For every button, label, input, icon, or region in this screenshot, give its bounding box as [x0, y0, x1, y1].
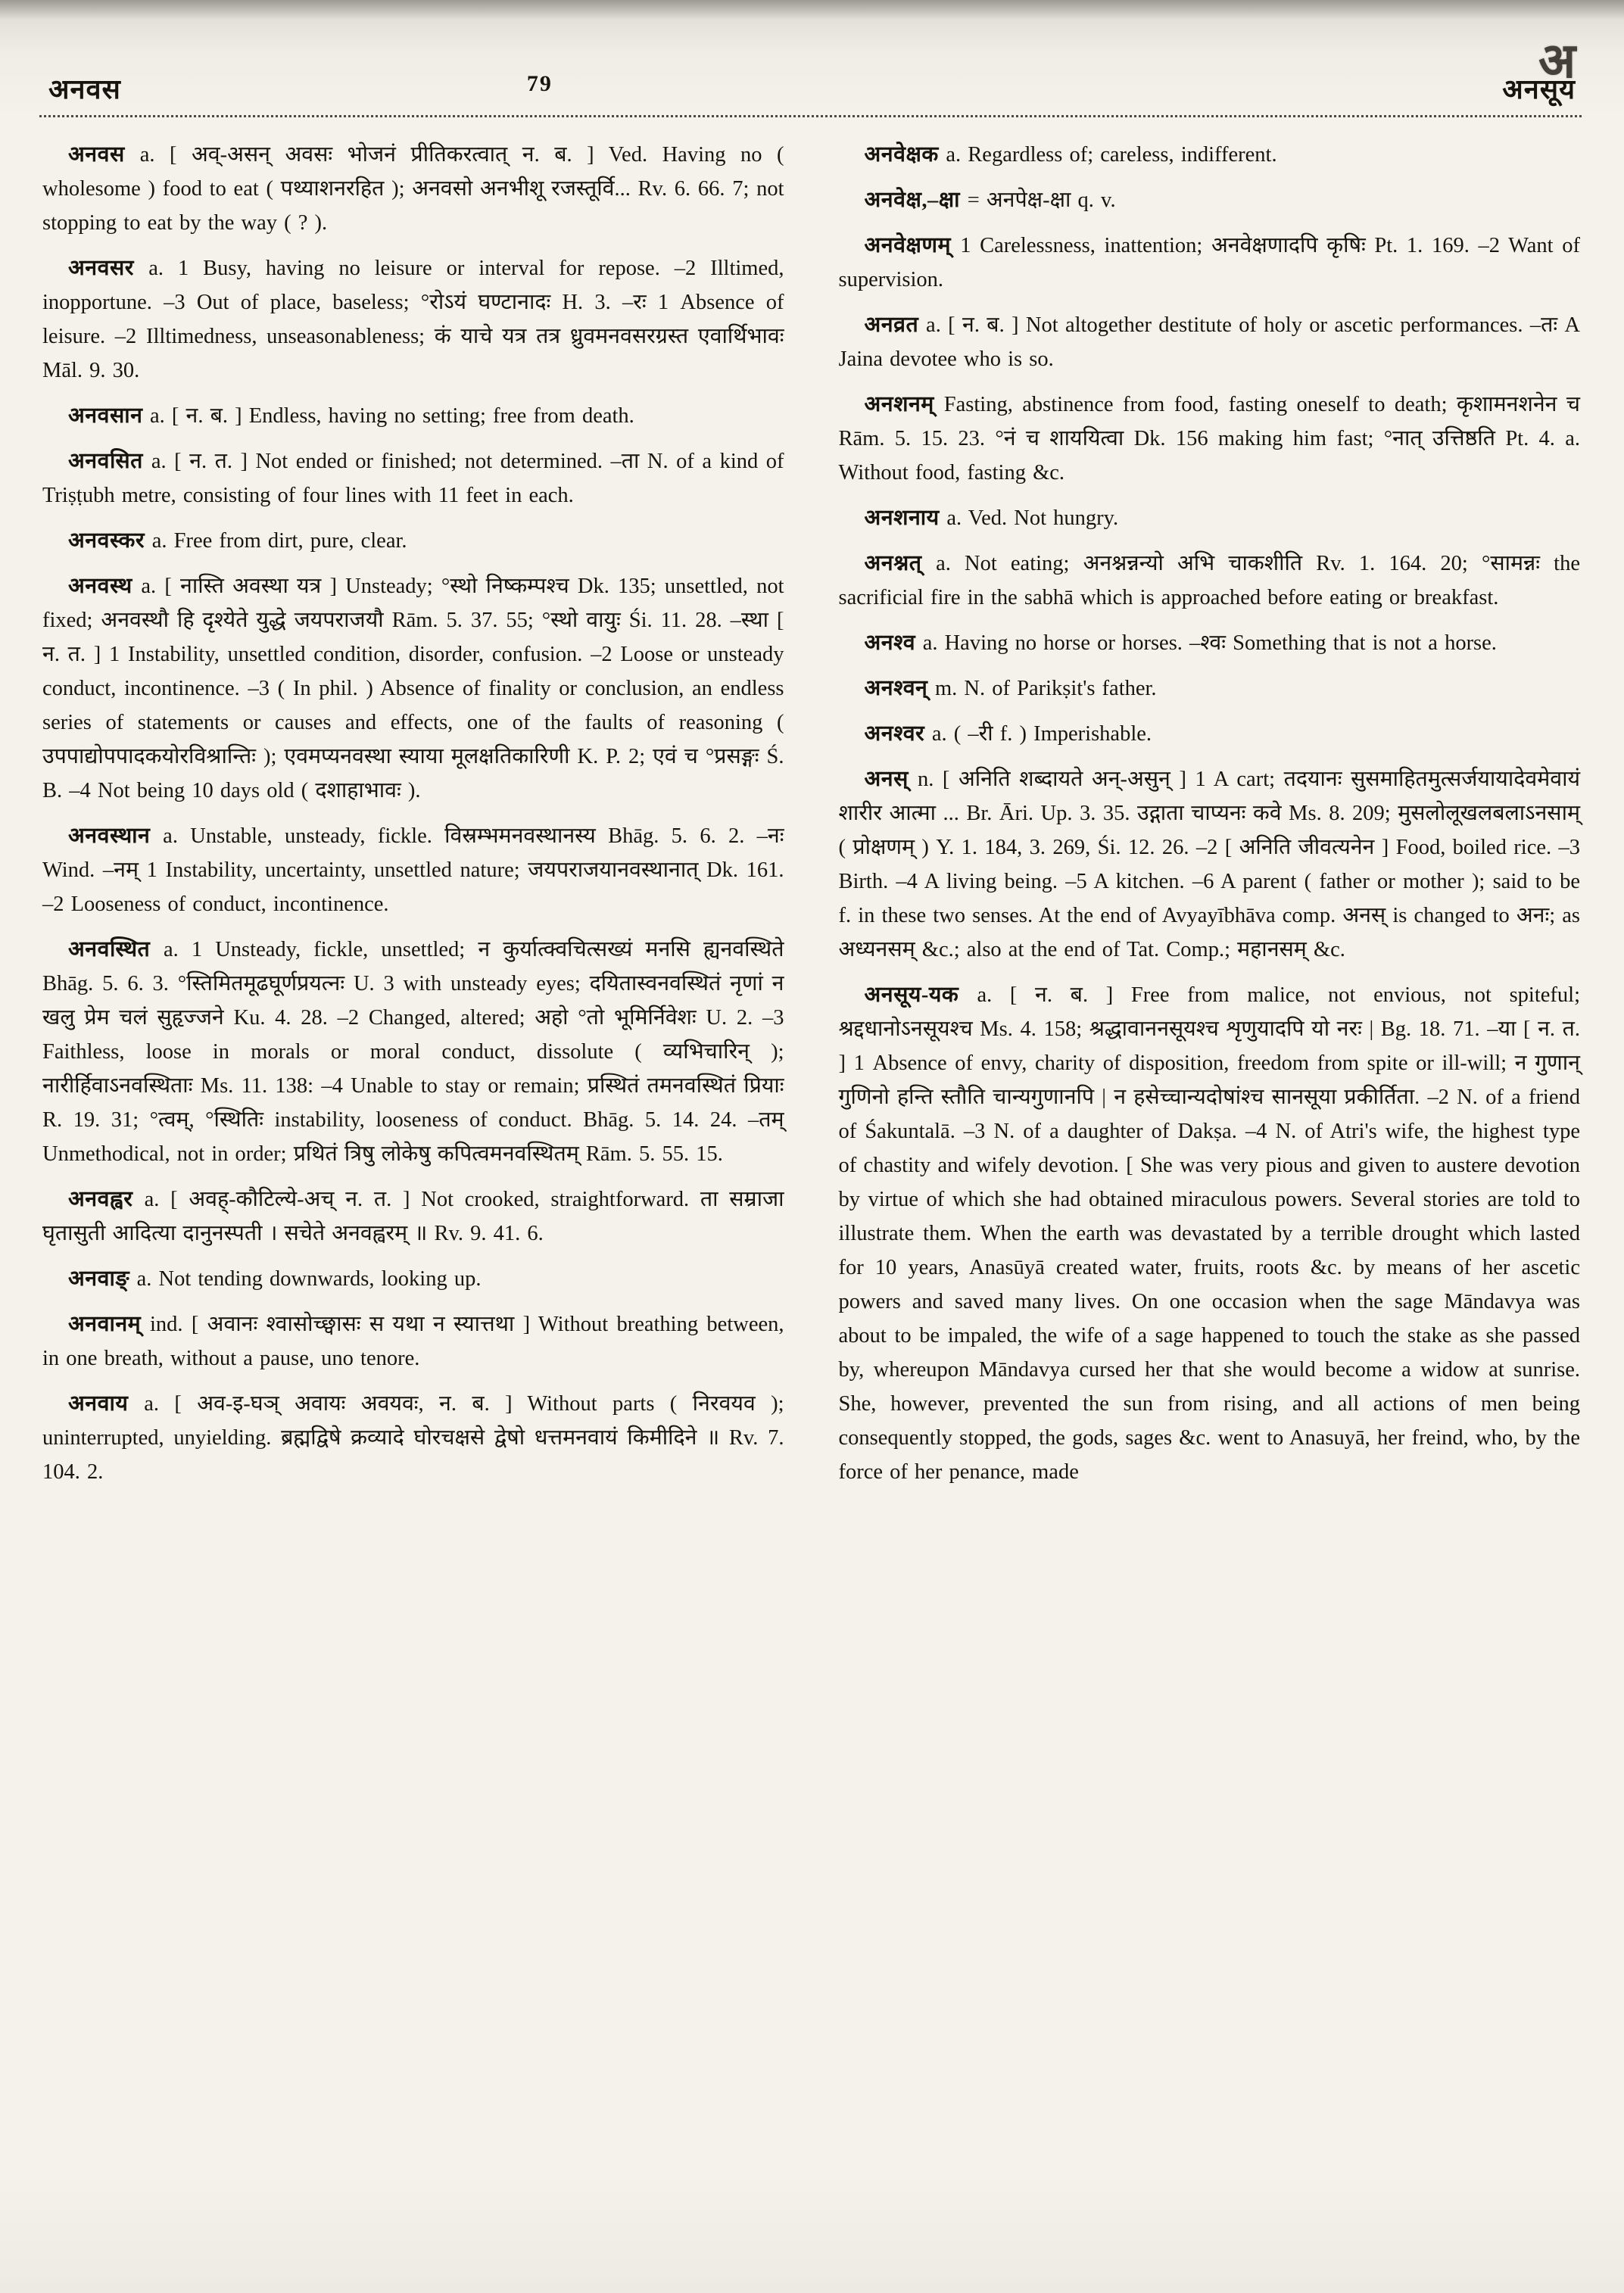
dictionary-entry: [42, 138, 784, 240]
header-right-guide-word: अनसूय: [1502, 74, 1576, 104]
entry-headword: अनस्: [864, 768, 918, 791]
entry-body: a. [ न. ब. ] Endless, having no setting; free from death.: [150, 404, 634, 428]
entry-body: a. Free from dirt, pure, clear.: [151, 529, 407, 553]
dictionary-entry: [839, 626, 1581, 660]
entry-body: a. [ न. ब. ] Free from malice, not envious, not spiteful; श्रद्दधानोऽनसूयश्च Ms. 4. 158; श्रद्धावाननसूयश्च शृणुयादपि यो नरः | Bg. 18. 71. –या [ न. त. ] 1 Absence of envy, charity of disposition, freedom from spite or ill-will; न गुणान् गुणिनो हन्ति स्तौति चान्यगुणानपि | न हसेच्चान्यदोषांश्च सानसूया प्रकीर्तिता. –2 N. of a friend of Śakuntalā. –3 N. of a daughter of Dakṣa. –4 N. of Atri's wife, the highest type of chastity and wifely devotion. [ She was very pious and given to austere devotion by virtue of which she had obtained miraculous powers. Several stories are told to illustrate them. When the earth was devastated by a terrible drought which lasted for 10 years, Anasūyā created water, fruits, roots &c. by means of her ascetic powers and saved many lives. On one occasion when the sage Māndavya was about to be impaled, the wife of a sage happened to touch the stake as she passed by, whereupon Māndavya cursed her that she would become a widow at sunrise. She, however, prevented the sun from rising, and all actions of men being consequently stopped, the gods, sages &c. went to Anasuyā, her freind, who, by the force of her penance, made: [838, 983, 1580, 1484]
entry-body: Fasting, abstinence from food, fasting oneself to death; कृशामनशनेन च Rām. 5. 15. 23. °नं च शाययित्वा Dk. 156 making him fast; °नात् उत्तिष्ठति Pt. 4. a. Without food, fasting &c.: [838, 393, 1580, 484]
entry-body: a. Ved. Not hungry.: [946, 506, 1119, 530]
dictionary-entry: [839, 308, 1581, 376]
dictionary-entry: [839, 717, 1581, 751]
entry-headword: अनश्व: [864, 631, 923, 655]
entry-body: a. Unstable, unsteady, fickle. विस्रम्भमनवस्थानस्य Bhāg. 5. 6. 2. –नः Wind. –नम् 1 Instability, uncertainty, unsettled nature; जयपराजयानवस्थानात् Dk. 161. –2 Looseness of conduct, incontinence.: [42, 824, 784, 916]
dictionary-entry: [839, 388, 1581, 490]
corner-section-letter: अ: [1538, 34, 1576, 88]
dictionary-entry: [42, 1307, 784, 1375]
dictionary-entry: [839, 671, 1581, 706]
entry-headword: अनवसान: [68, 404, 151, 428]
entry-body: a. [ न. त. ] Not ended or finished; not determined. –ता N. of a kind of Triṣṭubh metre, consisting of four lines with 11 feet in each.: [42, 450, 784, 507]
entry-headword: अनवाय: [68, 1392, 145, 1416]
entry-body: ind. [ अवानः श्वासोच्छ्वासः स यथा न स्यात्तथा ] Without breathing between, in one breath, without a pause, uno tenore.: [42, 1313, 784, 1370]
entry-headword: अनश्नत्: [864, 552, 937, 575]
dictionary-entry: [839, 138, 1581, 172]
dictionary-entry: [839, 501, 1581, 535]
page-number: 79: [526, 71, 553, 96]
dictionary-entry: [839, 229, 1581, 297]
entry-headword: अनवानम्: [68, 1313, 150, 1336]
dictionary-entry: [42, 569, 784, 808]
dictionary-entry: [839, 547, 1581, 615]
entry-headword: अनवाङ्: [68, 1267, 137, 1291]
entry-body: a. [ अव्-असन् अवसः भोजनं प्रीतिकरत्वात् न. ब. ] Ved. Having no ( wholesome ) food to eat ( पथ्याशनरहित ); अनवसो अनभीशू रजस्तूर्वि... Rv. 6. 66. 7; not stopping to eat by the way ( ? ).: [42, 143, 784, 235]
dictionary-entry: [839, 183, 1581, 217]
dictionary-entry: [42, 399, 784, 433]
header-divider-rule: [39, 115, 1582, 117]
entry-body: a. [ अवह्-कौटिल्ये-अच् न. त. ] Not crooked, straightforward. ता सम्राजा घृतासुती आदित्या दानुनस्पती । सचेते अनवह्वरम् ॥ Rv. 9. 41. 6.: [42, 1188, 784, 1245]
entry-headword: अनश्वर: [864, 722, 932, 746]
entry-body: m. N. of Parikṣit's father.: [935, 677, 1157, 700]
entry-body: a. Regardless of; careless, indifferent.: [946, 143, 1277, 167]
entry-body: a. [ अव-इ-घञ् अवायः अवयवः, न. ब. ] Without parts ( निरवयव ); uninterrupted, unyielding. ब्रह्मद्विषे क्रव्यादे घोरचक्षसे द्वेषो धत्तमनवायं किमीदिने ॥ Rv. 7. 104. 2.: [42, 1392, 784, 1484]
entry-body: n. [ अनिति शब्दायते अन्-असुन् ] 1 A cart; तदयानः सुसमाहितमुत्सर्जयायादेवमेवायं शारीर आत्मा ... Br. Āri. Up. 3. 35. उद्गाता चाप्यनः कवे Ms. 8. 209; मुसलोलूखलबलाऽनसाम् ( प्रोक्षणम् ) Y. 1. 184, 3. 269, Śi. 12. 26. –2 [ अनिति जीवत्यनेन ] Food, boiled rice. –3 Birth. –4 A living being. –5 A kitchen. –6 A parent ( father or mother ); said to be f. in these two senses. At the end of Avyayībhāva comp. अनस् is changed to अनः; as अध्यनसम् &c.; also at the end of Tat. Comp.; महानसम् &c.: [838, 768, 1580, 961]
entry-headword: अनवस्थ: [68, 575, 142, 598]
dictionary-entry: [42, 819, 784, 921]
entry-headword: अनवस: [68, 143, 140, 167]
dictionary-entry: [42, 1262, 784, 1296]
entry-body: 1 Carelessness, inattention; अनवेक्षणादपि कृषिः Pt. 1. 169. –2 Want of supervision.: [838, 234, 1580, 291]
entry-headword: अनवस्कर: [68, 529, 152, 553]
entry-headword: अनशनाय: [864, 506, 947, 530]
dictionary-entry: [42, 444, 784, 512]
entry-body: a. [ नास्ति अवस्था यत्र ] Unsteady; °स्थो निष्कम्पश्च Dk. 135; unsettled, not fixed; अनवस्थौ हि दृश्येते युद्धे जयपराजयौ Rām. 5. 37. 55; °स्थो वायुः Śi. 11. 28. –स्था [ न. त. ] 1 Instability, unsettled condition, disorder, confusion. –2 Loose or unsteady conduct, incontinence. –3 ( In phil. ) Absence of finality or conclusion, an endless series of statements or causes and effects, one of the faults of reasoning ( उपपाद्योपपादकयोरविश्रान्तिः ); एवमप्यनवस्था स्याया मूलक्षतिकारिणी K. P. 2; एवं च °प्रसङ्गः Ś. B. –4 Not being 10 days old ( दशाहाभावः ).: [42, 575, 784, 802]
entry-headword: अनवेक्षणम्: [864, 234, 961, 257]
entry-headword: अनवह्वर: [68, 1188, 145, 1211]
dictionary-entry: [42, 251, 784, 388]
entry-headword: अनशनम्: [864, 393, 944, 416]
entry-headword: अनश्वन्: [864, 677, 935, 700]
dictionary-entry: [839, 978, 1581, 1489]
entry-headword: अनवेक्षक: [864, 143, 946, 167]
entry-headword: अनवेक्ष,–क्षा: [864, 188, 968, 212]
entry-headword: अनव्रत: [864, 313, 927, 337]
dictionary-entry: [42, 933, 784, 1171]
entry-headword: अनवस्थान: [68, 824, 164, 848]
header-left-guide-word: अनवस: [48, 74, 121, 104]
entry-body: a. 1 Unsteady, fickle, unsettled; न कुर्यात्क्वचित्सख्यं मनसि ह्यनवस्थिते Bhāg. 5. 6. 3. °स्तिमितमूढघूर्णप्रयत्नः U. 3 with unsteady eyes; दयितास्वनवस्थितं नृणां न खलु प्रेम चलं सुहृज्जने Ku. 4. 28. –2 Changed, altered; अहो °तो भूमिर्निवेशः U. 2. –3 Faithless, loose in morals or moral conduct, dissolute ( व्यभिचारिन् ); नारीर्हिवाऽनवस्थिताः Ms. 11. 138: –4 Unable to stay or remain; प्रस्थितं तमनवस्थितं प्रियाः R. 19. 31; °त्वम्, °स्थितिः instability, looseness of conduct. Bhāg. 5. 14. 24. –तम् Unmethodical, not in order; प्रथितं त्रिषु लोकेषु कपित्वमनवस्थितम् Rām. 5. 55. 15.: [42, 938, 784, 1166]
entry-body: a. ( –री f. ) Imperishable.: [931, 722, 1152, 746]
text-columns: [42, 138, 1580, 1500]
dictionary-entry: [42, 524, 784, 558]
dictionary-entry: [839, 762, 1581, 967]
entry-body: a. 1 Busy, having no leisure or interval for repose. –2 Illtimed, inopportune. –3 Out of place, baseless; °रोऽयं घण्टानादः H. 3. –रः 1 Absence of leisure. –2 Illtimedness, unseasonableness; कं याचे यत्र तत्र ध्रुवमनवसरग्रस्त एवार्थिभावः Māl. 9. 30.: [42, 257, 784, 382]
page-header: [44, 70, 1577, 106]
entry-body: = अनपेक्ष-क्षा q. v.: [967, 188, 1116, 212]
dictionary-entry: [42, 1182, 784, 1251]
entry-body: a. Having no horse or horses. –श्वः Something that is not a horse.: [922, 631, 1497, 655]
entry-headword: अनवस्थित: [68, 938, 164, 961]
entry-headword: अनसूय-यक: [864, 983, 977, 1007]
entry-headword: अनवसित: [68, 450, 151, 473]
right-column: [839, 138, 1581, 1500]
dictionary-entry: [42, 1387, 784, 1489]
entry-body: a. [ न. ब. ] Not altogether destitute of holy or ascetic performances. –तः A Jaina devotee who is so.: [838, 313, 1581, 371]
scan-edge-shadow: [0, 0, 1624, 20]
left-column: [42, 138, 784, 1500]
entry-body: a. Not eating; अनश्नन्नन्यो अभि चाकशीति Rv. 1. 164. 20; °सामन्नः the sacrificial fire in the sabhā which is approached before eating or breakfast.: [838, 552, 1580, 609]
entry-headword: अनवसर: [68, 257, 149, 280]
entry-body: a. Not tending downwards, looking up.: [136, 1267, 482, 1291]
